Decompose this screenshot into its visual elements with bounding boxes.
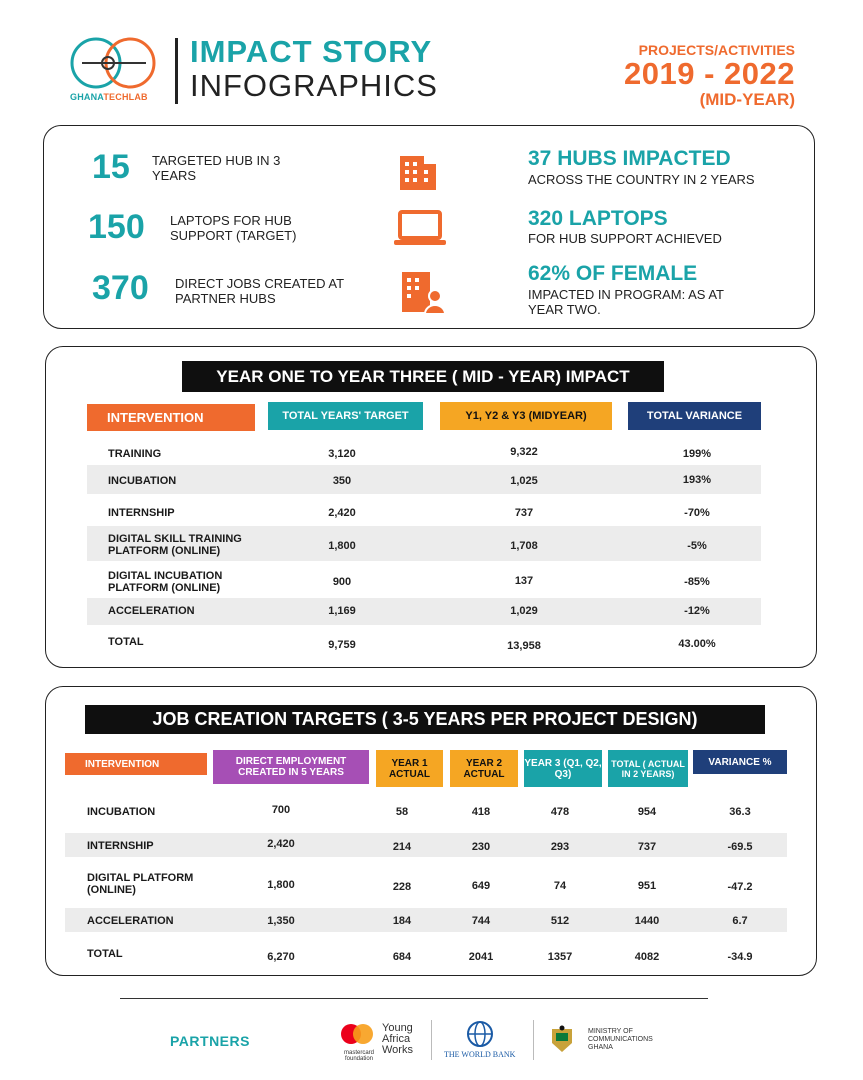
- jobs-row-y2: 649: [471, 880, 491, 892]
- jobs-row-total: 737: [637, 841, 657, 853]
- jobs-row-variance: 36.3: [729, 806, 751, 818]
- impact-row-actual: 1,029: [510, 605, 538, 617]
- impact-row-actual: 137: [514, 575, 534, 587]
- impact-row-label: INTERNSHIP: [108, 507, 175, 519]
- target-laptops-label: LAPTOPS FOR HUB SUPPORT (TARGET): [170, 213, 297, 243]
- jobs-row-y2: 418: [471, 806, 491, 818]
- jobs-row-y2: 744: [471, 915, 491, 927]
- impact-total-actual: 13,958: [507, 640, 541, 652]
- jobs-total-y1: 684: [392, 951, 412, 963]
- jobs-row-y1: 214: [392, 841, 412, 853]
- jobs-total-y2: 2041: [468, 951, 494, 963]
- title-line-2: INFOGRAPHICS: [190, 68, 438, 103]
- logo-wordmark: GHANATECHLAB: [70, 92, 148, 102]
- impact-row-actual: 1,708: [510, 540, 538, 552]
- jobs-title: JOB CREATION TARGETS ( 3-5 YEARS PER PROJECT DESIGN): [85, 705, 765, 734]
- target-hubs-label: TARGETED HUB IN 3 YEARS: [152, 153, 281, 183]
- impact-row-label: DIGITAL INCUBATION PLATFORM (ONLINE): [108, 570, 223, 594]
- hubs-impacted-title: 37 HUBS IMPACTED: [528, 147, 731, 170]
- impact-row-target: 350: [332, 475, 352, 487]
- mastercard-logo: [338, 1022, 378, 1050]
- impact-row-target: 900: [332, 576, 352, 588]
- jobs-row-direct: 1,350: [267, 915, 295, 927]
- years-range: 2019 - 2022: [624, 56, 795, 91]
- female-impact-title: 62% OF FEMALE: [528, 262, 698, 285]
- target-hubs-number: 15: [92, 148, 130, 186]
- jobs-row-variance: 6.7: [732, 915, 748, 927]
- header-divider: [175, 38, 178, 104]
- target-jobs-number: 370: [92, 269, 149, 307]
- mastercard-foundation-text: mastercard foundation: [343, 1050, 374, 1062]
- jobs-header-year3: YEAR 3 (Q1, Q2, Q3): [524, 750, 602, 787]
- impact-row-variance: -85%: [684, 576, 710, 588]
- jobs-row-label: ACCELERATION: [87, 915, 174, 927]
- impact-row-variance: 199%: [682, 448, 712, 460]
- jobs-total-y3: 1357: [547, 951, 573, 963]
- impact-row-label: ACCELERATION: [108, 605, 195, 617]
- office-person-icon: [398, 268, 444, 314]
- ghana-coat-of-arms-icon: [546, 1025, 578, 1055]
- jobs-row-y1: 228: [392, 881, 412, 893]
- target-jobs-label: DIRECT JOBS CREATED AT PARTNER HUBS: [175, 276, 344, 306]
- jobs-total-variance: -34.9: [727, 951, 753, 963]
- building-icon: [396, 148, 442, 194]
- jobs-header-year2: YEAR 2 ACTUAL: [450, 750, 518, 787]
- jobs-header-total: TOTAL ( ACTUAL IN 2 YEARS): [608, 750, 688, 787]
- jobs-row-direct: 1,800: [267, 879, 295, 891]
- ghanatechlab-logo: [68, 36, 160, 90]
- impact-row-target: 3,120: [328, 448, 356, 460]
- impact-title: YEAR ONE TO YEAR THREE ( MID - YEAR) IMPACT: [182, 361, 664, 392]
- impact-row-actual: 737: [514, 507, 534, 519]
- impact-total-target: 9,759: [328, 639, 356, 651]
- young-africa-works-logo: Young Africa Works: [382, 1022, 413, 1056]
- target-laptops-number: 150: [88, 208, 145, 246]
- jobs-row-y3: 293: [550, 841, 570, 853]
- impact-row-target: 1,169: [328, 605, 356, 617]
- jobs-total-total: 4082: [634, 951, 660, 963]
- footer-divider: [120, 998, 708, 999]
- impact-row-target: 2,420: [328, 507, 356, 519]
- laptops-achieved-title: 320 LAPTOPS: [528, 207, 668, 230]
- jobs-row-variance: -69.5: [727, 841, 753, 853]
- impact-total-variance: 43.00%: [678, 638, 716, 650]
- jobs-row-variance: -47.2: [727, 881, 753, 893]
- jobs-row-y1: 184: [392, 915, 412, 927]
- jobs-row-direct: 2,420: [267, 838, 295, 850]
- jobs-header-direct: DIRECT EMPLOYMENT CREATED IN 5 YEARS: [213, 750, 369, 784]
- laptops-achieved-sub: FOR HUB SUPPORT ACHIEVED: [528, 231, 722, 246]
- jobs-row-y1: 58: [395, 806, 409, 818]
- impact-header-target: TOTAL YEARS' TARGET: [268, 402, 423, 430]
- impact-header-variance: TOTAL VARIANCE: [628, 402, 761, 430]
- impact-row-actual: 1,025: [510, 475, 538, 487]
- jobs-row-label: INCUBATION: [87, 806, 156, 818]
- jobs-row-label: DIGITAL PLATFORM (ONLINE): [87, 872, 194, 896]
- world-bank-globe-icon: [466, 1020, 494, 1048]
- partner-divider: [431, 1020, 432, 1060]
- hubs-impacted-sub: ACROSS THE COUNTRY IN 2 YEARS: [528, 172, 755, 187]
- impact-header-intervention: INTERVENTION: [87, 404, 255, 431]
- jobs-row-total: 951: [637, 880, 657, 892]
- partner-divider: [533, 1020, 534, 1060]
- impact-row-variance: 193%: [682, 474, 712, 486]
- impact-header-actual: Y1, Y2 & Y3 (MIDYEAR): [440, 402, 612, 430]
- impact-row-label: INCUBATION: [108, 475, 177, 487]
- impact-row-variance: -70%: [684, 507, 710, 519]
- mid-year-label: (MID-YEAR): [699, 90, 795, 109]
- impact-row-actual: 9,322: [510, 446, 538, 458]
- partners-label: PARTNERS: [170, 1033, 250, 1049]
- laptop-icon: [394, 207, 440, 253]
- jobs-row-direct: 700: [271, 804, 291, 816]
- title-line-1: IMPACT STORY: [190, 34, 433, 69]
- impact-row-variance: -12%: [684, 605, 710, 617]
- impact-row-label: TRAINING: [108, 448, 162, 460]
- impact-row-variance: -5%: [687, 540, 707, 552]
- jobs-row-y3: 478: [550, 806, 570, 818]
- ministry-text: MINISTRY OF COMMUNICATIONS GHANA: [588, 1028, 653, 1051]
- jobs-header-intervention: INTERVENTION: [65, 753, 207, 775]
- jobs-row-label: INTERNSHIP: [87, 840, 154, 852]
- projects-label: PROJECTS/ACTIVITIES: [638, 42, 795, 58]
- jobs-row-y2: 230: [471, 841, 491, 853]
- impact-total-label: TOTAL: [108, 636, 144, 648]
- jobs-header-variance: VARIANCE %: [693, 750, 787, 774]
- jobs-total-label: TOTAL: [87, 948, 123, 960]
- jobs-row-y3: 512: [550, 915, 570, 927]
- jobs-row-total: 1440: [634, 915, 660, 927]
- jobs-row-y3: 74: [553, 880, 567, 892]
- jobs-row-total: 954: [637, 806, 657, 818]
- jobs-header-year1: YEAR 1 ACTUAL: [376, 750, 443, 787]
- female-impact-sub: IMPACTED IN PROGRAM: AS AT YEAR TWO.: [528, 287, 724, 317]
- jobs-total-direct: 6,270: [267, 951, 295, 963]
- impact-row-label: DIGITAL SKILL TRAINING PLATFORM (ONLINE): [108, 533, 242, 557]
- impact-row-target: 1,800: [328, 540, 356, 552]
- world-bank-text: THE WORLD BANK: [444, 1050, 516, 1059]
